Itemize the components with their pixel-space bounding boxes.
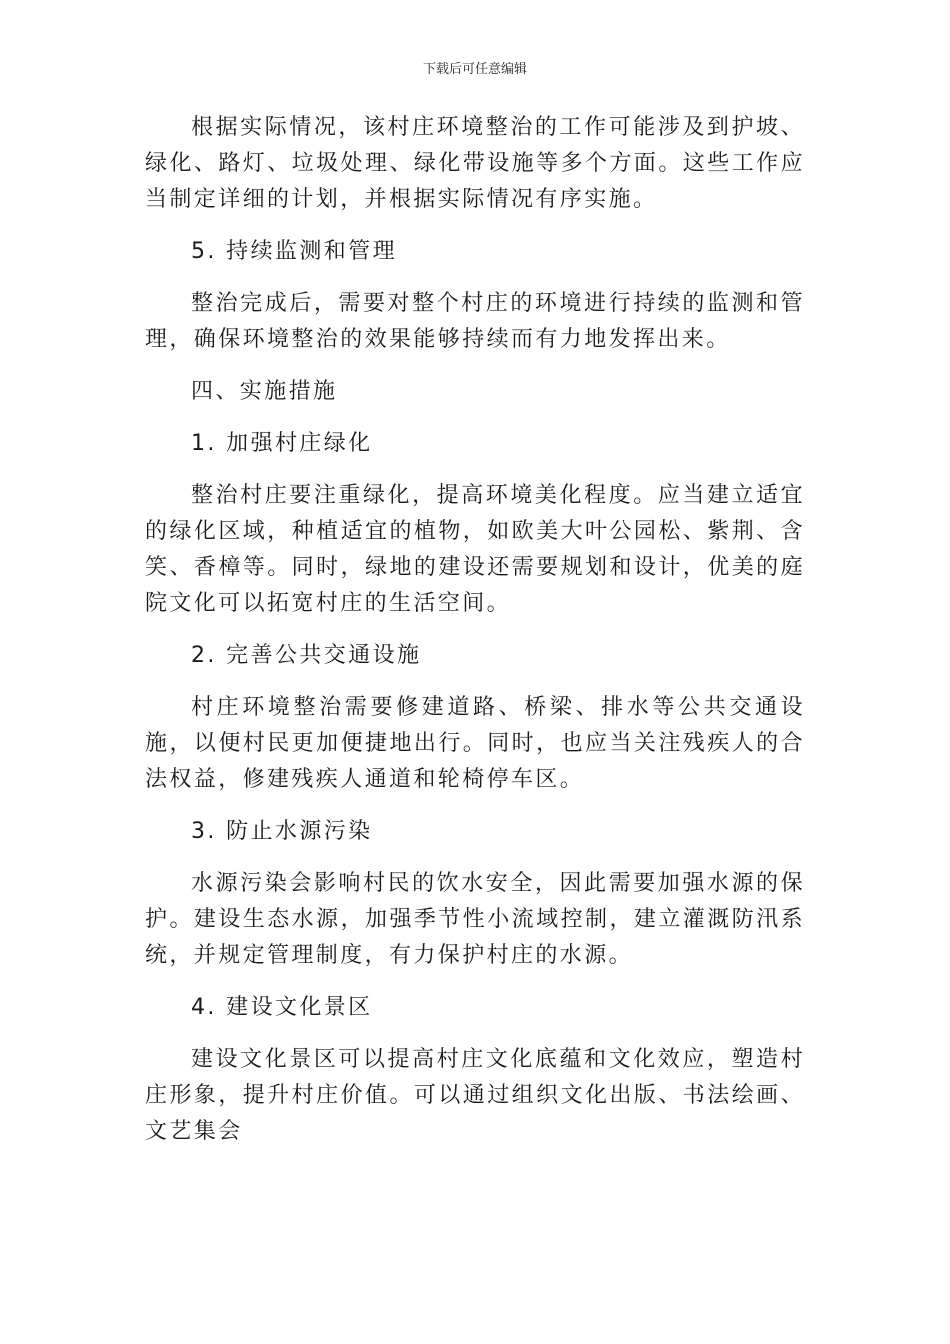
paragraph-culture: 建设文化景区可以提高村庄文化底蕴和文化效应，塑造村庄形象，提升村庄价值。可以通过组织文化出版、书法绘画、文艺集会 (145, 1047, 805, 1144)
header-note: 下载后可任意编辑 (422, 62, 527, 77)
paragraph-transport: 村庄环境整治需要修建道路、桥梁、排水等公共交通设施，以便村民更加便捷地出行。同时，也应当关注残疾人的合法权益，修建残疾人通道和轮椅停车区。 (145, 695, 805, 792)
document-body (145, 110, 805, 1166)
heading-monitoring: 5. 持续监测和管理 (191, 239, 397, 264)
heading-measures: 四、实施措施 (191, 379, 338, 404)
paragraph-water: 水源污染会影响村民的饮水安全，因此需要加强水源的保护。建设生态水源，加强季节性小流域控制，建立灌溉防汛系统，并规定管理制度，有力保护村庄的水源。 (145, 871, 805, 968)
heading-culture: 4. 建设文化景区 (191, 995, 373, 1020)
heading-greening: 1. 加强村庄绿化 (191, 431, 373, 456)
paragraph-work-scope: 根据实际情况，该村庄环境整治的工作可能涉及到护坡、绿化、路灯、垃圾处理、绿化带设施等多个方面。这些工作应当制定详细的计划，并根据实际情况有序实施。 (145, 115, 805, 212)
heading-water: 3. 防止水源污染 (191, 819, 373, 844)
heading-transport: 2. 完善公共交通设施 (191, 643, 422, 668)
paragraph-monitoring: 整治完成后，需要对整个村庄的环境进行持续的监测和管理，确保环境整治的效果能够持续而有力地发挥出来。 (145, 291, 805, 352)
paragraph-greening: 整治村庄要注重绿化，提高环境美化程度。应当建立适宜的绿化区域，种植适宜的植物，如欧美大叶公园松、紫荆、含笑、香樟等。同时，绿地的建设还需要规划和设计，优美的庭院文化可以拓宽村庄的生活空间。 (145, 483, 805, 616)
